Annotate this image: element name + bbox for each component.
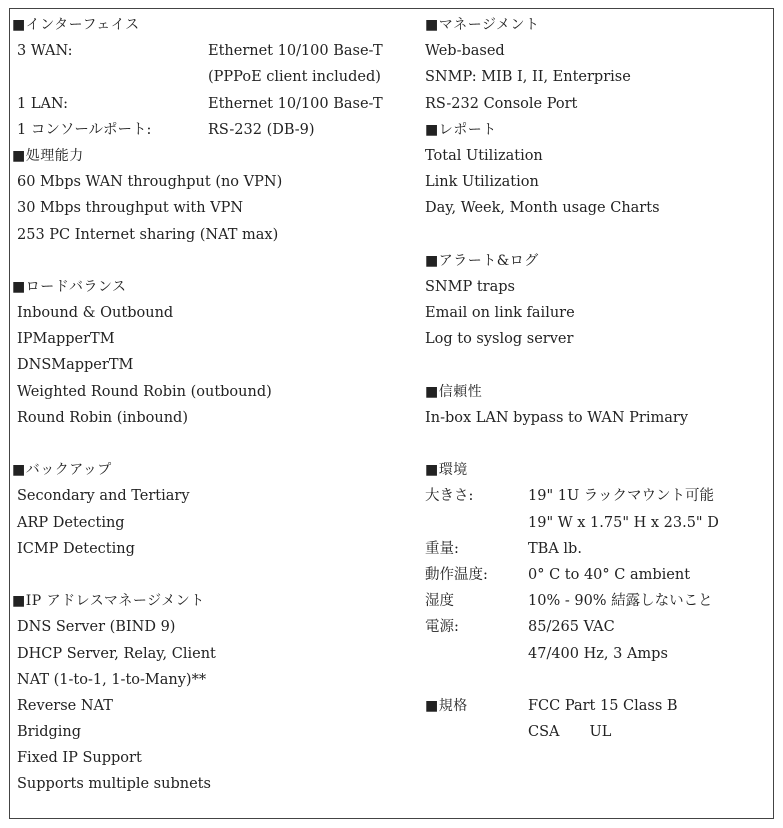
interface-row <box>12 38 412 64</box>
interface-label: 1 LAN: <box>17 95 68 112</box>
standards-row <box>425 693 770 719</box>
report-heading: ■レポート <box>425 121 497 138</box>
list-item: Supports multiple subnets <box>17 776 211 793</box>
spacer <box>425 667 770 693</box>
csa-label: CSA <box>528 724 560 741</box>
right-column <box>425 12 770 745</box>
environment-label: 大きさ: <box>425 488 474 505</box>
environment-row <box>425 536 770 562</box>
list-item: Link Utilization <box>425 174 539 191</box>
list-item: Day, Week, Month usage Charts <box>425 200 660 217</box>
list-item: 253 PC Internet sharing (NAT max) <box>17 226 279 243</box>
environment-row <box>425 562 770 588</box>
environment-row <box>425 510 770 536</box>
spacer <box>12 562 412 588</box>
environment-value: 19" W x 1.75" H x 23.5" D <box>528 514 719 531</box>
alert-log-heading: ■アラート&ログ <box>425 252 539 269</box>
list-item: Email on link failure <box>425 305 575 322</box>
standards-value: FCC Part 15 Class B <box>528 697 678 714</box>
standards-heading: ■規格 <box>425 697 468 714</box>
management-heading: ■マネージメント <box>425 17 540 33</box>
list-item: Reverse NAT <box>17 697 113 714</box>
standards-row <box>425 719 770 745</box>
list-item: DNSMapperTM <box>17 357 134 374</box>
list-item: Total Utilization <box>425 147 543 164</box>
list-item: Fixed IP Support <box>17 750 142 767</box>
list-item: ICMP Detecting <box>17 540 135 557</box>
list-item: IPMapperTM <box>17 331 115 348</box>
environment-row <box>425 641 770 667</box>
environment-value: 10% - 90% 結露しないこと <box>528 593 713 610</box>
list-item: In-box LAN bypass to WAN Primary <box>425 409 689 426</box>
interface-heading: ■インターフェイス <box>12 17 140 33</box>
spacer <box>425 222 770 248</box>
environment-value: 47/400 Hz, 3 Amps <box>528 645 668 662</box>
list-item: Web-based <box>425 43 505 60</box>
interface-value: RS-232 (DB-9) <box>208 121 315 138</box>
reliability-heading: ■信頼性 <box>425 383 483 400</box>
environment-heading: ■環境 <box>425 462 468 479</box>
list-item: NAT (1-to-1, 1-to-Many)** <box>17 671 207 688</box>
spacer <box>425 352 770 378</box>
environment-section <box>425 483 770 666</box>
environment-value: 85/265 VAC <box>528 619 615 636</box>
list-item: Round Robin (inbound) <box>17 409 188 426</box>
environment-label: 電源: <box>425 619 459 636</box>
environment-label: 動作温度: <box>425 566 488 583</box>
standards-section <box>425 693 770 745</box>
environment-label: 湿度 <box>425 593 454 610</box>
interface-value: Ethernet 10/100 Base-T <box>208 95 383 112</box>
load-balance-heading: ■ロードバランス <box>12 278 127 295</box>
list-item: DHCP Server, Relay, Client <box>17 645 216 662</box>
environment-value: 0° C to 40° C ambient <box>528 566 691 583</box>
ip-management-heading: ■IP アドレスマネージメント <box>12 593 205 610</box>
left-column <box>12 12 412 798</box>
environment-row <box>425 588 770 614</box>
list-item: RS-232 Console Port <box>425 95 578 112</box>
list-item: Bridging <box>17 724 82 741</box>
interface-row <box>12 91 412 117</box>
environment-row <box>425 483 770 509</box>
interface-section <box>12 38 412 143</box>
performance-heading: ■処理能力 <box>12 147 84 164</box>
list-item: 60 Mbps WAN throughput (no VPN) <box>17 174 283 191</box>
spacer <box>12 248 412 274</box>
list-item: SNMP traps <box>425 278 515 295</box>
list-item: SNMP: MIB I, II, Enterprise <box>425 69 631 86</box>
list-item: 30 Mbps throughput with VPN <box>17 200 244 217</box>
interface-value: Ethernet 10/100 Base-T <box>208 43 383 60</box>
list-item: Weighted Round Robin (outbound) <box>17 383 272 400</box>
environment-row <box>425 614 770 640</box>
spacer <box>425 431 770 457</box>
list-item: DNS Server (BIND 9) <box>17 619 176 636</box>
interface-value: (PPPoE client included) <box>208 69 381 86</box>
interface-label: 3 WAN: <box>17 43 73 60</box>
environment-value: 19" 1U ラックマウント可能 <box>528 488 714 505</box>
environment-label: 重量: <box>425 540 459 557</box>
interface-row <box>12 64 412 90</box>
environment-value: TBA lb. <box>528 540 582 557</box>
list-item: Log to syslog server <box>425 331 574 348</box>
interface-label: 1 コンソールポート: <box>17 121 152 138</box>
backup-heading: ■バックアップ <box>12 462 112 479</box>
interface-row <box>12 117 412 143</box>
list-item: Inbound & Outbound <box>17 305 174 322</box>
ul-label: UL <box>589 724 612 741</box>
spacer <box>12 431 412 457</box>
list-item: ARP Detecting <box>17 514 125 531</box>
list-item: Secondary and Tertiary <box>17 488 190 505</box>
